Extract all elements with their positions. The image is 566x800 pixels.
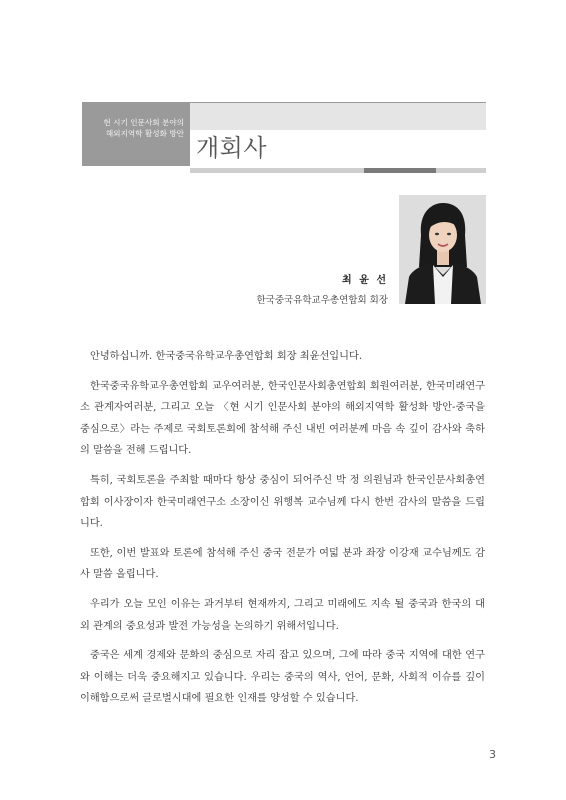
page-number: 3: [489, 748, 496, 761]
paragraph-4: 또한, 이번 발표와 토론에 참석해 주신 중국 전문가 여덟 분과 좌장 이강재 교수님께도 감사 말씀 올립니다.: [80, 547, 485, 581]
header-underline-light: [190, 168, 364, 173]
paragraph-5: 우리가 오늘 모인 이유는 과거부터 현재까지, 그리고 미래에도 지속 될 중국과 한국의 대외 관계의 중요성과 발전 가능성을 논의하기 위해서입니다.: [80, 598, 485, 632]
speaker-name: 최 윤 선: [342, 275, 388, 286]
header-band: [190, 103, 486, 130]
header-section-line-1: 현 시기 인문사회 분야의: [103, 118, 184, 127]
speaker-title: 한국중국유학교우총연합회 회장: [256, 295, 388, 306]
paragraph-2: 한국중국유학교우총연합회 교우여러분, 한국인문사회총연합회 회원여러분, 한국미래연구소 관계자여러분, 그리고 오늘 〈현 시기 인문사회 분야의 해외지역학 활성화 방안-중국을 중심으로〉라는 주제로 국회토론회에 참석해 주신 내빈 여러분께 마음 속 깊이 감사와 축하의 말씀을 전해 드립니다.: [80, 380, 485, 457]
header-section-line-2: 해외지역학 활성화 방안: [105, 129, 184, 138]
paragraph-6: 중국은 세계 경제와 문화의 중심으로 자리 잡고 있으며, 그에 따라 중국 지역에 대한 연구와 이해는 더욱 중요해지고 있습니다. 우리는 중국의 역사, 언어, 문화, 사회적 이슈를 깊이 이해함으로써 글로벌시대에 필요한 인재를 양성할 수 있습니다.: [80, 650, 485, 705]
speaker-portrait: [399, 195, 486, 304]
speech-body: [80, 346, 485, 718]
page-title: 개회사: [196, 134, 268, 162]
portrait-illustration: [399, 195, 486, 304]
header-underline-light-end: [436, 168, 486, 173]
paragraph-3: 특히, 국회토론을 주최할 때마다 항상 중심이 되어주신 박 정 의원님과 한국인문사회총연합회 이사장이자 한국미래연구소 소장이신 위행복 교수님께 다시 한번 감사의 말씀을 드립니다.: [80, 474, 485, 530]
header-section-label: [103, 117, 184, 139]
header-underline-dark: [364, 168, 436, 173]
paragraph-1: 안녕하십니까. 한국중국유학교우총연합회 회장 최윤선입니다.: [90, 351, 363, 362]
header-section-box: [82, 103, 190, 166]
